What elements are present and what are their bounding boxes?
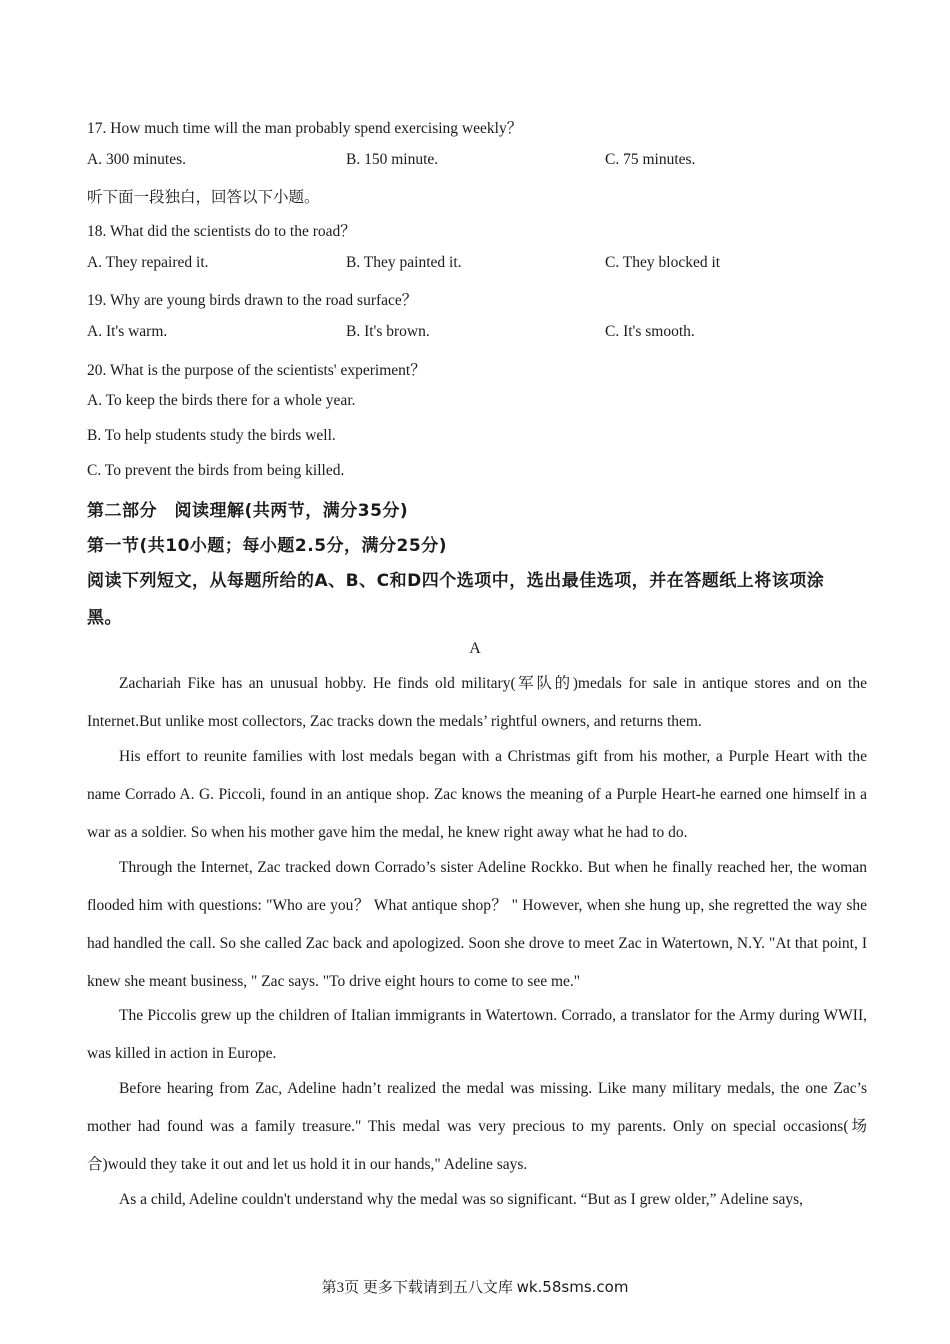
paragraph-1 [87, 665, 867, 741]
question-18-option-a: A. They repaired it. [87, 254, 209, 271]
instruction-line-1: 阅读下列短文，从每题所给的A、B、C和D四个选项中，选出最佳选项，并在答题纸上将该项涂 [87, 571, 825, 591]
paragraph-3-text: Through the Internet, Zac tracked down Corrado’s sister Adeline Rockko. But when he finally reached her, the woman flooded him with questions: "Who are you？ What antique shop？ " However, when she hung up, she regretted the way she had handled the call. So she called Zac back and apologized. Soon she drove to meet Zac in Watertown, N.Y. "At that point, I knew she meant business, " Zac says. "To drive eight hours to come to see me." [87, 859, 867, 990]
question-20-stem: 20. What is the purpose of the scientists' experiment？ [87, 362, 426, 379]
question-19-option-c: C. It's smooth. [605, 323, 695, 340]
instruction-line-2: 黑。 [87, 608, 122, 628]
question-20-option-b: B. To help students study the birds well. [87, 427, 336, 444]
monologue-intro: 听下面一段独白，回答以下小题。 [87, 189, 320, 206]
paragraph-5 [87, 1070, 867, 1184]
question-17-option-b: B. 150 minute. [346, 151, 439, 168]
question-20-option-c: C. To prevent the birds from being killed. [87, 462, 345, 479]
paragraph-6 [87, 1181, 867, 1219]
paragraph-1-text: Zachariah Fike has an unusual hobby. He finds old military(军队的)medals for sale in antique stores and on the Internet.But unlike most collectors, Zac tracks down the medals’ rightful owners, and returns them. [87, 675, 867, 730]
paragraph-5-text: Before hearing from Zac, Adeline hadn’t realized the medal was missing. Like many military medals, the one Zac’s mother had found was a family treasure." This medal was very precious to my parents. Only on special occasions(场合)would they take it out and let us hold it in our hands," Adeline says. [87, 1080, 867, 1173]
question-19-stem: 19. Why are young birds drawn to the road surface？ [87, 292, 418, 309]
part2-title: 第二部分 阅读理解(共两节，满分35分) [87, 501, 409, 521]
section1-title: 第一节(共10小题；每小题2.5分，满分25分) [87, 536, 447, 556]
passage-label: A [469, 640, 481, 657]
paragraph-4 [87, 997, 867, 1073]
paragraph-3 [87, 849, 867, 1001]
question-20-option-a: A. To keep the birds there for a whole year. [87, 392, 356, 409]
question-18-option-c: C. They blocked it [605, 254, 721, 271]
page-footer [0, 1276, 950, 1297]
question-17-stem: 17. How much time will the man probably spend exercising weekly？ [87, 120, 523, 137]
question-17-option-a: A. 300 minutes. [87, 151, 187, 168]
paragraph-4-text: The Piccolis grew up the children of Italian immigrants in Watertown. Corrado, a translator for the Army during WWII, was killed in action in Europe. [87, 1007, 867, 1062]
paragraph-2 [87, 738, 867, 852]
footer-url[interactable]: wk.58sms.com [516, 1278, 629, 1296]
footer-page-text: 第3页 更多下载请到五八文库 [321, 1280, 513, 1296]
paragraph-6-text: As a child, Adeline couldn't understand why the medal was so significant. “But as I grew older,” Adeline says, [119, 1191, 804, 1208]
question-17-option-c: C. 75 minutes. [605, 151, 696, 168]
question-18-stem: 18. What did the scientists do to the road？ [87, 223, 356, 240]
question-19-option-b: B. It's brown. [346, 323, 430, 340]
paragraph-2-text: His effort to reunite families with lost medals began with a Christmas gift from his mother, a Purple Heart with the name Corrado A. G. Piccoli, found in an antique shop. Zac knows the meaning of a Purple Heart-he earned one himself in a war as a soldier. So when his mother gave him the medal, he knew right away what he had to do. [87, 748, 867, 841]
question-18-option-b: B. They painted it. [346, 254, 462, 271]
question-19-option-a: A. It's warm. [87, 323, 168, 340]
